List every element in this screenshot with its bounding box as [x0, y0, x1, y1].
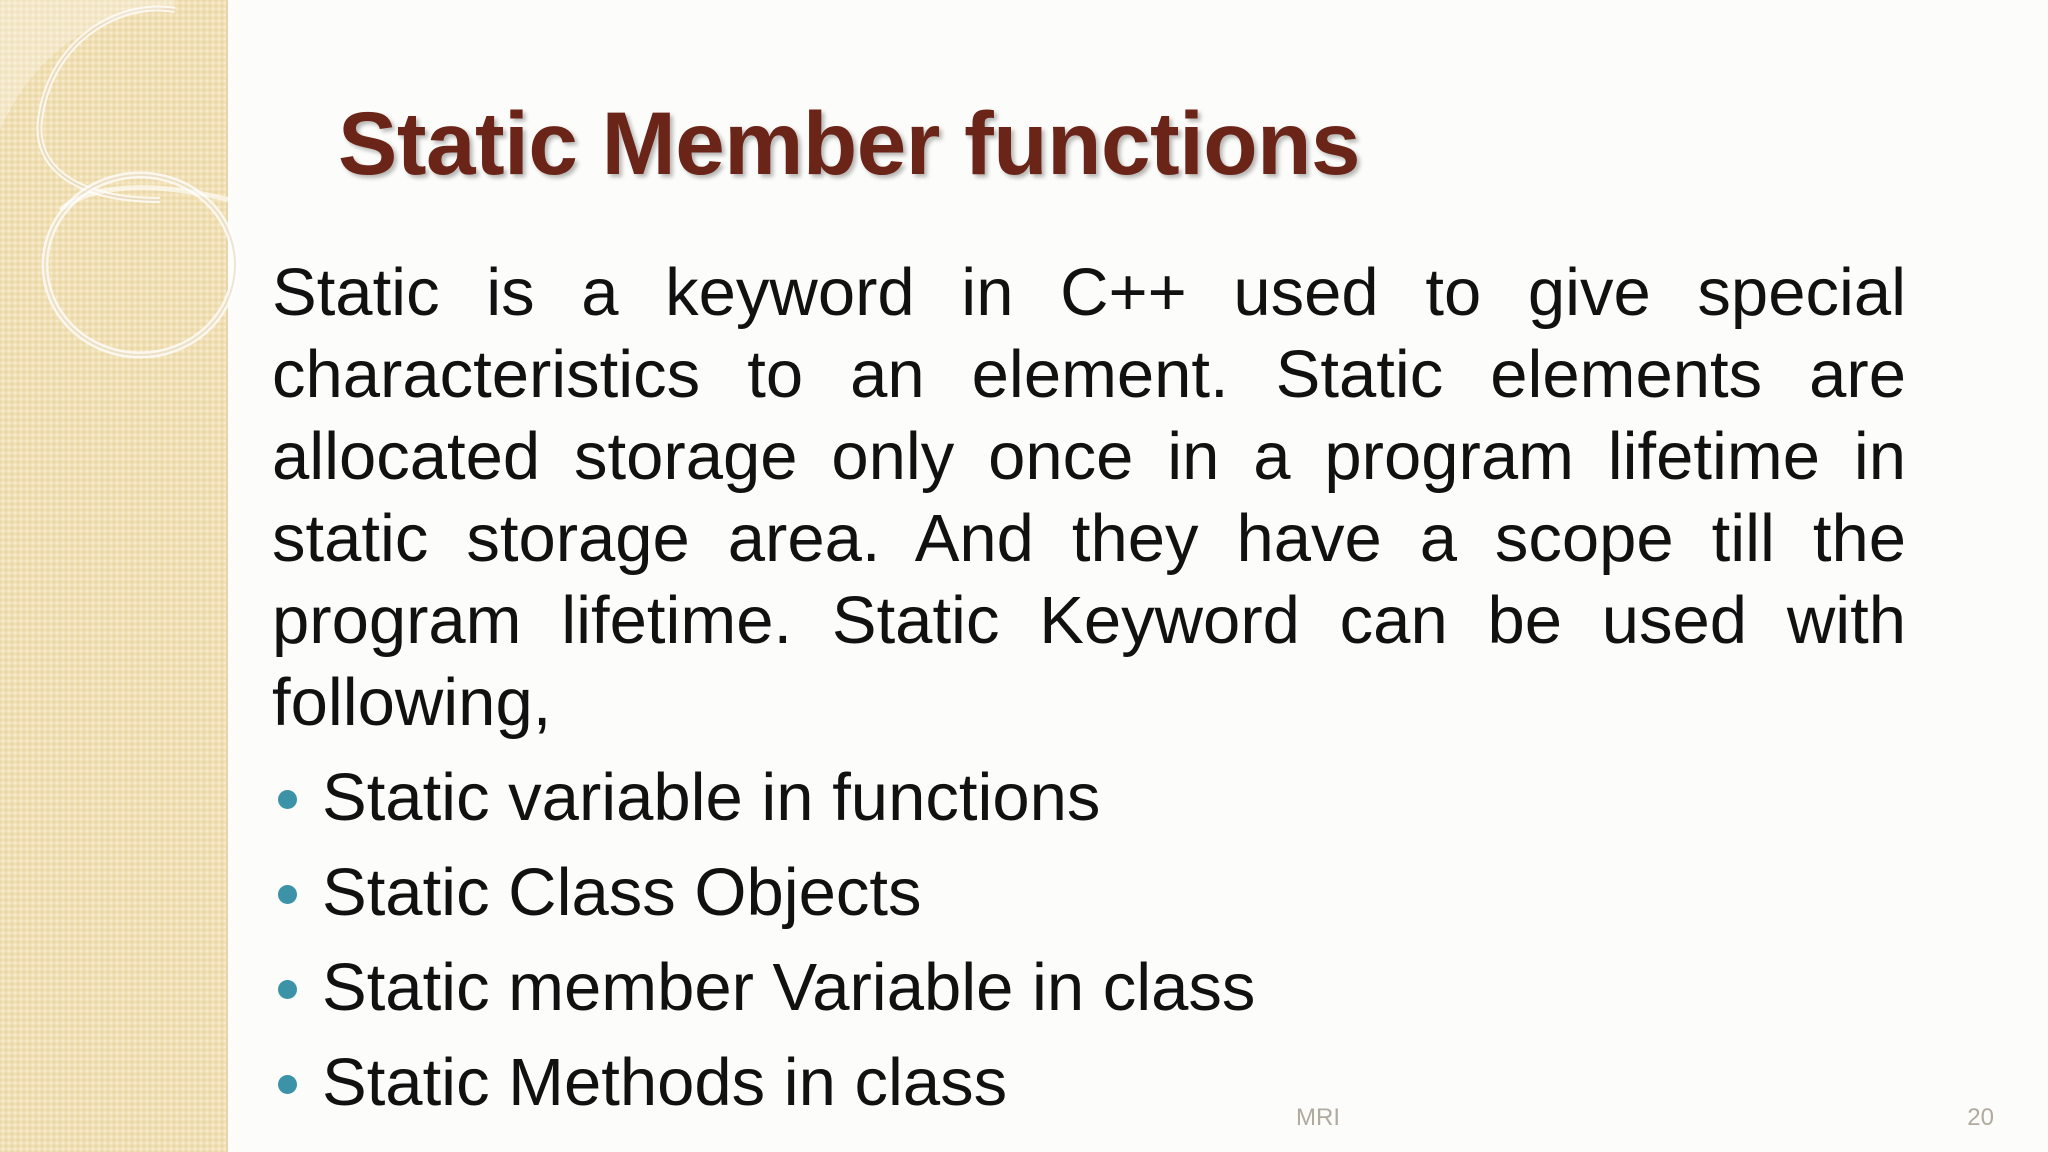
bullet-dot-icon — [278, 980, 297, 999]
slide-body-paragraph: Static is a keyword in C++ used to give special characteristics to an element. Static elements are allocated storage only once in a program lifetime in static storage area. And they have a scope till the program lifetime. Static Keyword can be used with following, — [272, 255, 1906, 740]
bullet-item-static-member-variable — [272, 945, 1255, 1040]
decorative-swirl — [0, 0, 240, 400]
slide-title: Static Member functions — [338, 93, 1361, 193]
footer-label: MRI — [1296, 1104, 1340, 1131]
bullet-item-static-variable — [272, 755, 1255, 850]
bullet-dot-icon — [278, 885, 297, 904]
bullet-item-static-class-objects — [272, 850, 1255, 945]
bullet-dot-icon — [278, 1075, 297, 1094]
bullet-list — [272, 755, 1255, 1135]
bullet-text: Static Methods in class — [322, 1045, 1008, 1120]
bullet-text: Static variable in functions — [322, 760, 1101, 835]
bullet-text: Static member Variable in class — [322, 950, 1256, 1025]
page-number: 20 — [1967, 1104, 1994, 1131]
bullet-text: Static Class Objects — [322, 855, 922, 930]
bullet-dot-icon — [278, 790, 297, 809]
bullet-item-static-methods — [272, 1040, 1255, 1135]
